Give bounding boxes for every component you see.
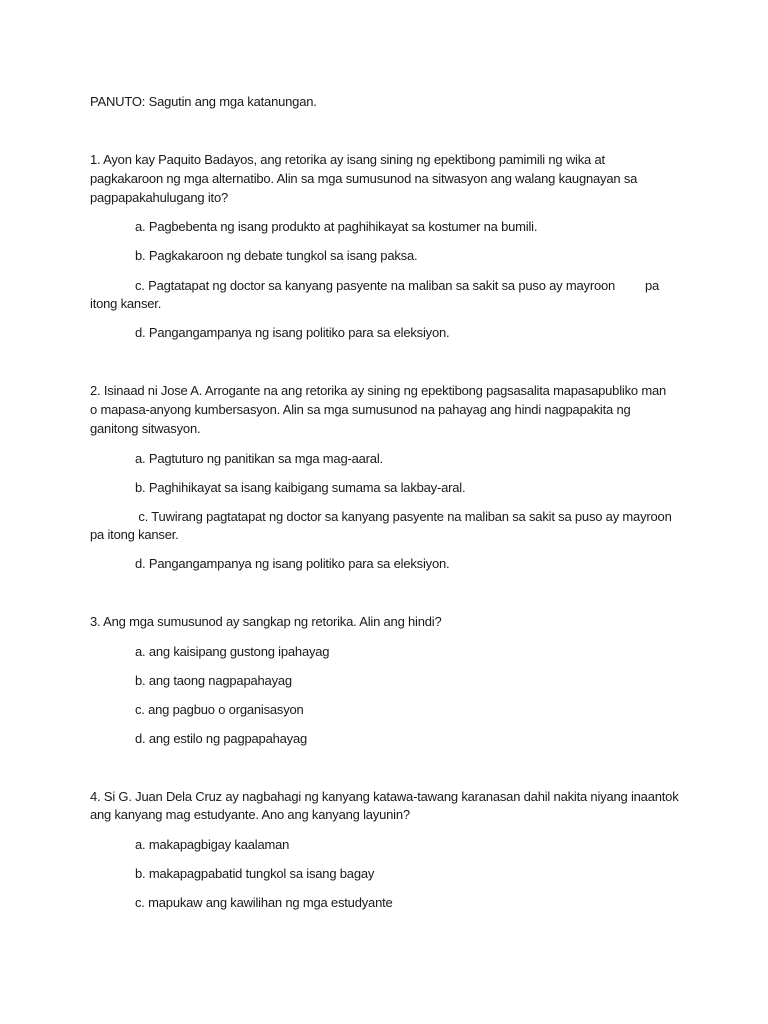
question-2-stem-line-1: 2. Isinaad ni Jose A. Arrogante na ang retorika ay sining ng epektibong pagsasalita mapasapubliko man <box>90 383 667 398</box>
question-2-option-a: a. Pagtuturo ng panitikan sa mga mag-aaral. <box>135 451 383 466</box>
question-3-option-d: d. ang estilo ng pagpapahayag <box>135 731 308 746</box>
question-1-stem-line-2: pagkakaroon ng mga alternatibo. Alin sa mga sumusunod na sitwasyon ang walang kaugnayan sa <box>90 171 638 186</box>
question-1-option-c-line-1: c. Pagtatapat ng doctor sa kanyang pasyente na maliban sa sakit sa puso ay mayroon <box>135 278 616 293</box>
question-1-option-d: d. Pangangampanya ng isang politiko para sa eleksiyon. <box>135 325 450 340</box>
question-2-option-c-line-1: c. Tuwirang pagtatapat ng doctor sa kanyang pasyente na maliban sa sakit sa puso ay mayroon <box>135 509 672 524</box>
question-1-option-a: a. Pagbebenta ng isang produkto at paghihikayat sa kostumer na bumili. <box>135 219 538 234</box>
question-4-option-b: b. makapagpabatid tungkol sa isang bagay <box>135 866 375 881</box>
question-2-option-b: b. Paghihikayat sa isang kaibigang sumama sa lakbay-aral. <box>135 480 466 495</box>
question-3-option-a: a. ang kaisipang gustong ipahayag <box>135 644 330 659</box>
question-1-stem-line-3: pagpapakahulugang ito? <box>90 190 229 205</box>
question-4-stem-line-1: 4. Si G. Juan Dela Cruz ay nagbahagi ng kanyang katawa-tawang karanasan dahil nakita niyang inaantok <box>90 789 679 804</box>
question-2-stem-line-2: o mapasa-anyong kumbersasyon. Alin sa mga sumusunod na pahayag ang hindi nagpapakita ng <box>90 402 631 417</box>
question-2-option-c-line-2: pa itong kanser. <box>90 527 179 542</box>
question-4-stem-line-2: ang kanyang mag estudyante. Ano ang kanyang layunin? <box>90 807 410 822</box>
question-3-stem-line-1: 3. Ang mga sumusunod ay sangkap ng retorika. Alin ang hindi? <box>90 614 442 629</box>
question-3-option-b: b. ang taong nagpapahayag <box>135 673 292 688</box>
question-1-stem-line-1: 1. Ayon kay Paquito Badayos, ang retorika ay isang sining ng epektibong pamimili ng wika at <box>90 152 605 167</box>
question-1-option-c-tail: pa <box>645 278 660 293</box>
question-2-option-d: d. Pangangampanya ng isang politiko para sa eleksiyon. <box>135 556 450 571</box>
question-2-stem-line-3: ganitong sitwasyon. <box>90 421 201 436</box>
question-4-option-a: a. makapagbigay kaalaman <box>135 837 290 852</box>
question-1-option-c-line-2: itong kanser. <box>90 296 162 311</box>
question-3-option-c: c. ang pagbuo o organisasyon <box>135 702 304 717</box>
question-1-option-b: b. Pagkakaroon ng debate tungkol sa isang paksa. <box>135 248 418 263</box>
instruction-heading: PANUTO: Sagutin ang mga katanungan. <box>90 94 317 109</box>
question-4-option-c: c. mapukaw ang kawilihan ng mga estudyante <box>135 895 393 910</box>
